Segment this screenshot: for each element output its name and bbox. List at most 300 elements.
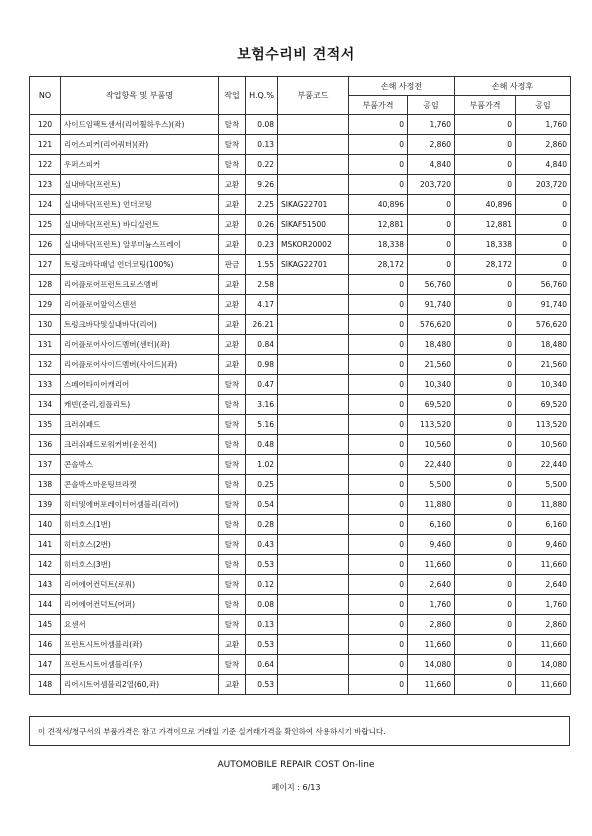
cell-after-labor: 0 (516, 235, 571, 255)
cell-after-labor: 1,760 (516, 115, 571, 135)
cell-hq: 0.98 (246, 355, 278, 375)
cell-before-part-price: 0 (349, 675, 408, 695)
cell-hq: 4.17 (246, 295, 278, 315)
table-row (30, 375, 571, 395)
cell-item-name: 프런트시트어셈블리(우) (61, 655, 219, 675)
cell-hq: 0.13 (246, 615, 278, 635)
table-row (30, 535, 571, 555)
cell-no: 134 (30, 395, 61, 415)
cell-after-labor: 0 (516, 195, 571, 215)
cell-part-code (278, 435, 349, 455)
cell-no: 123 (30, 175, 61, 195)
cell-no: 143 (30, 575, 61, 595)
cell-item-name: 실내바닥(프런트) 언더코팅 (61, 195, 219, 215)
cell-before-part-price: 0 (349, 495, 408, 515)
cell-part-code (278, 595, 349, 615)
cell-hq: 9.26 (246, 175, 278, 195)
cell-work-type: 탈착 (219, 535, 246, 555)
cell-after-part-price: 0 (455, 295, 516, 315)
cell-after-part-price: 0 (455, 515, 516, 535)
cell-hq: 0.23 (246, 235, 278, 255)
cell-work-type: 탈착 (219, 155, 246, 175)
cell-hq: 0.84 (246, 335, 278, 355)
cell-work-type: 탈착 (219, 435, 246, 455)
cell-after-labor: 10,340 (516, 375, 571, 395)
cell-no: 148 (30, 675, 61, 695)
table-row (30, 475, 571, 495)
cell-after-part-price: 0 (455, 595, 516, 615)
cell-after-labor: 4,840 (516, 155, 571, 175)
cell-after-labor: 69,520 (516, 395, 571, 415)
cell-after-labor: 18,480 (516, 335, 571, 355)
cell-hq: 0.53 (246, 635, 278, 655)
cell-after-labor: 0 (516, 215, 571, 235)
cell-no: 138 (30, 475, 61, 495)
cell-item-name: 우퍼스피커 (61, 155, 219, 175)
cell-hq: 2.25 (246, 195, 278, 215)
cell-before-labor: 56,760 (408, 275, 455, 295)
cell-part-code (278, 635, 349, 655)
table-row (30, 335, 571, 355)
cell-after-labor: 14,080 (516, 655, 571, 675)
cell-before-labor: 6,160 (408, 515, 455, 535)
cell-before-labor: 69,520 (408, 395, 455, 415)
cell-item-name: 히터호스(2번) (61, 535, 219, 555)
cell-before-part-price: 0 (349, 315, 408, 335)
cell-before-labor: 0 (408, 255, 455, 275)
cell-hq: 0.28 (246, 515, 278, 535)
cell-before-part-price: 0 (349, 635, 408, 655)
cell-after-part-price: 18,338 (455, 235, 516, 255)
cell-before-labor: 0 (408, 195, 455, 215)
cell-after-part-price: 0 (455, 335, 516, 355)
cell-item-name: 리어시트어셈블리2열(60,좌) (61, 675, 219, 695)
table-row (30, 295, 571, 315)
cell-no: 120 (30, 115, 61, 135)
cell-after-labor: 21,560 (516, 355, 571, 375)
cell-before-labor: 11,660 (408, 555, 455, 575)
cell-item-name: 사이드임팩트센서(리어휠하우스)(좌) (61, 115, 219, 135)
table-row (30, 555, 571, 575)
cell-before-labor: 4,840 (408, 155, 455, 175)
cell-after-part-price: 0 (455, 475, 516, 495)
cell-before-labor: 1,760 (408, 115, 455, 135)
cell-before-part-price: 0 (349, 535, 408, 555)
header-work: 작업 (219, 77, 246, 115)
cell-work-type: 탈착 (219, 615, 246, 635)
cell-item-name: 히터호스(3번) (61, 555, 219, 575)
cell-before-part-price: 0 (349, 415, 408, 435)
cell-before-part-price: 0 (349, 655, 408, 675)
table-row (30, 315, 571, 335)
cell-before-part-price: 0 (349, 555, 408, 575)
cell-item-name: 리어플로어앞익스텐션 (61, 295, 219, 315)
table-row (30, 195, 571, 215)
cell-after-part-price: 0 (455, 355, 516, 375)
cell-part-code (278, 575, 349, 595)
cell-part-code (278, 655, 349, 675)
cell-before-labor: 10,560 (408, 435, 455, 455)
cell-no: 132 (30, 355, 61, 375)
cell-after-part-price: 0 (455, 635, 516, 655)
cell-item-name: 리어플로어프런트크로스멤버 (61, 275, 219, 295)
cell-work-type: 탈착 (219, 515, 246, 535)
cell-work-type: 탈착 (219, 415, 246, 435)
cell-before-labor: 0 (408, 235, 455, 255)
cell-item-name: 요센서 (61, 615, 219, 635)
cell-hq: 0.08 (246, 115, 278, 135)
header-before-assessment: 손해 사정전 (349, 77, 455, 96)
cell-before-part-price: 0 (349, 515, 408, 535)
cell-work-type: 탈착 (219, 475, 246, 495)
table-row (30, 595, 571, 615)
table-row (30, 255, 571, 275)
cell-item-name: 프런트시트어셈블리(좌) (61, 635, 219, 655)
table-row (30, 355, 571, 375)
table-row (30, 615, 571, 635)
cell-work-type: 교환 (219, 335, 246, 355)
cell-no: 146 (30, 635, 61, 655)
cell-work-type: 교환 (219, 635, 246, 655)
cell-hq: 0.53 (246, 555, 278, 575)
cell-after-part-price: 0 (455, 315, 516, 335)
cell-after-labor: 1,760 (516, 595, 571, 615)
cell-after-labor: 10,560 (516, 435, 571, 455)
cell-before-part-price: 28,172 (349, 255, 408, 275)
cell-part-code (278, 135, 349, 155)
cell-no: 130 (30, 315, 61, 335)
table-row (30, 455, 571, 475)
table-row (30, 435, 571, 455)
cell-part-code: SIKAG22701 (278, 195, 349, 215)
cell-work-type: 교환 (219, 675, 246, 695)
cell-before-part-price: 18,338 (349, 235, 408, 255)
estimate-table (29, 76, 571, 695)
cell-after-part-price: 0 (455, 415, 516, 435)
cell-no: 125 (30, 215, 61, 235)
cell-work-type: 교환 (219, 195, 246, 215)
cell-after-labor: 2,640 (516, 575, 571, 595)
cell-after-part-price: 0 (455, 275, 516, 295)
table-row (30, 395, 571, 415)
cell-after-labor: 5,500 (516, 475, 571, 495)
table-row (30, 135, 571, 155)
cell-no: 128 (30, 275, 61, 295)
cell-before-part-price: 12,881 (349, 215, 408, 235)
table-row (30, 495, 571, 515)
cell-no: 137 (30, 455, 61, 475)
cell-part-code: SIKAF51500 (278, 215, 349, 235)
cell-part-code (278, 675, 349, 695)
cell-no: 147 (30, 655, 61, 675)
cell-part-code (278, 275, 349, 295)
cell-no: 126 (30, 235, 61, 255)
cell-hq: 0.25 (246, 475, 278, 495)
cell-before-part-price: 0 (349, 295, 408, 315)
cell-before-part-price: 0 (349, 115, 408, 135)
cell-work-type: 탈착 (219, 555, 246, 575)
cell-no: 135 (30, 415, 61, 435)
cell-work-type: 교환 (219, 235, 246, 255)
cell-after-labor: 2,860 (516, 615, 571, 635)
cell-item-name: 리어스피커(리어쿼터)(좌) (61, 135, 219, 155)
table-row (30, 635, 571, 655)
cell-part-code (278, 395, 349, 415)
cell-before-part-price: 0 (349, 335, 408, 355)
cell-hq: 3.16 (246, 395, 278, 415)
cell-before-part-price: 0 (349, 275, 408, 295)
table-row (30, 155, 571, 175)
cell-part-code (278, 615, 349, 635)
cell-before-part-price: 0 (349, 595, 408, 615)
cell-after-part-price: 0 (455, 155, 516, 175)
table-row (30, 415, 571, 435)
table-row (30, 235, 571, 255)
cell-part-code (278, 175, 349, 195)
cell-no: 144 (30, 595, 61, 615)
cell-no: 127 (30, 255, 61, 275)
header-before-part-price: 부품가격 (349, 96, 408, 115)
cell-item-name: 리어에어컨덕트(로워) (61, 575, 219, 595)
cell-no: 124 (30, 195, 61, 215)
cell-work-type: 교환 (219, 275, 246, 295)
cell-hq: 0.08 (246, 595, 278, 615)
table-row (30, 515, 571, 535)
cell-before-part-price: 0 (349, 455, 408, 475)
cell-hq: 0.26 (246, 215, 278, 235)
cell-no: 129 (30, 295, 61, 315)
cell-no: 121 (30, 135, 61, 155)
header-before-labor: 공임 (408, 96, 455, 115)
cell-part-code: MSKOR20002 (278, 235, 349, 255)
cell-work-type: 탈착 (219, 495, 246, 515)
header-hq: H.Q.% (246, 77, 278, 115)
cell-item-name: 크러쉬패드로워커버(운전석) (61, 435, 219, 455)
cell-work-type: 탈착 (219, 455, 246, 475)
cell-no: 142 (30, 555, 61, 575)
cell-hq: 0.43 (246, 535, 278, 555)
cell-after-labor: 11,660 (516, 555, 571, 575)
cell-before-labor: 113,520 (408, 415, 455, 435)
cell-before-part-price: 0 (349, 355, 408, 375)
footer-title: AUTOMOBILE REPAIR COST On-line (217, 760, 375, 770)
cell-hq: 0.12 (246, 575, 278, 595)
cell-after-part-price: 0 (455, 435, 516, 455)
cell-after-part-price: 40,896 (455, 195, 516, 215)
cell-hq: 0.22 (246, 155, 278, 175)
cell-item-name: 크러쉬패드 (61, 415, 219, 435)
cell-part-code: SIKAG22701 (278, 255, 349, 275)
cell-hq: 2.58 (246, 275, 278, 295)
table-row (30, 275, 571, 295)
cell-part-code (278, 335, 349, 355)
cell-before-labor: 10,340 (408, 375, 455, 395)
cell-after-labor: 11,660 (516, 635, 571, 655)
cell-after-part-price: 0 (455, 615, 516, 635)
table-row (30, 655, 571, 675)
cell-before-labor: 11,880 (408, 495, 455, 515)
cell-before-labor: 9,460 (408, 535, 455, 555)
cell-before-labor: 2,860 (408, 135, 455, 155)
cell-after-part-price: 0 (455, 395, 516, 415)
cell-hq: 0.13 (246, 135, 278, 155)
cell-before-part-price: 0 (349, 435, 408, 455)
cell-after-labor: 56,760 (516, 275, 571, 295)
cell-before-part-price: 0 (349, 135, 408, 155)
cell-work-type: 탈착 (219, 395, 246, 415)
cell-hq: 0.48 (246, 435, 278, 455)
cell-after-labor: 22,440 (516, 455, 571, 475)
cell-hq: 26.21 (246, 315, 278, 335)
cell-part-code (278, 375, 349, 395)
cell-work-type: 교환 (219, 295, 246, 315)
cell-work-type: 탈착 (219, 575, 246, 595)
cell-no: 139 (30, 495, 61, 515)
cell-before-labor: 576,620 (408, 315, 455, 335)
cell-after-labor: 113,520 (516, 415, 571, 435)
cell-before-part-price: 0 (349, 575, 408, 595)
cell-no: 141 (30, 535, 61, 555)
cell-after-part-price: 28,172 (455, 255, 516, 275)
cell-no: 140 (30, 515, 61, 535)
cell-item-name: 콘솔박스마운팅브라켓 (61, 475, 219, 495)
cell-part-code (278, 455, 349, 475)
cell-work-type: 교환 (219, 175, 246, 195)
cell-after-part-price: 0 (455, 655, 516, 675)
cell-before-labor: 2,860 (408, 615, 455, 635)
header-part-code: 부품코드 (278, 77, 349, 115)
cell-after-part-price: 0 (455, 555, 516, 575)
cell-after-labor: 0 (516, 255, 571, 275)
cell-before-labor: 11,660 (408, 675, 455, 695)
cell-item-name: 트렁크바닥패널 언더코팅(100%) (61, 255, 219, 275)
cell-after-labor: 6,160 (516, 515, 571, 535)
cell-part-code (278, 515, 349, 535)
cell-item-name: 콘솔박스 (61, 455, 219, 475)
cell-work-type: 탈착 (219, 375, 246, 395)
header-after-assessment: 손해 사정후 (455, 77, 571, 96)
cell-no: 133 (30, 375, 61, 395)
cell-before-labor: 14,080 (408, 655, 455, 675)
cell-after-labor: 576,620 (516, 315, 571, 335)
cell-no: 122 (30, 155, 61, 175)
cell-part-code (278, 295, 349, 315)
cell-after-part-price: 0 (455, 675, 516, 695)
cell-work-type: 탈착 (219, 135, 246, 155)
cell-after-labor: 91,740 (516, 295, 571, 315)
cell-no: 131 (30, 335, 61, 355)
cell-before-labor: 22,440 (408, 455, 455, 475)
cell-before-labor: 1,760 (408, 595, 455, 615)
cell-work-type: 탈착 (219, 115, 246, 135)
cell-after-part-price: 0 (455, 175, 516, 195)
cell-after-labor: 203,720 (516, 175, 571, 195)
cell-after-labor: 9,460 (516, 535, 571, 555)
cell-item-name: 실내바닥(프런트) 알루미늄스프레이 (61, 235, 219, 255)
table-row (30, 575, 571, 595)
cell-hq: 0.53 (246, 675, 278, 695)
cell-hq: 0.54 (246, 495, 278, 515)
cell-item-name: 리어플로어사이드멤버(센터)(좌) (61, 335, 219, 355)
cell-no: 136 (30, 435, 61, 455)
cell-before-part-price: 0 (349, 475, 408, 495)
cell-work-type: 교환 (219, 315, 246, 335)
cell-item-name: 히터호스(1번) (61, 515, 219, 535)
cell-work-type: 교환 (219, 215, 246, 235)
cell-after-part-price: 12,881 (455, 215, 516, 235)
cell-item-name: 캐빈(준리,컴플리트) (61, 395, 219, 415)
cell-before-labor: 11,660 (408, 635, 455, 655)
cell-item-name: 스페어타이어캐리어 (61, 375, 219, 395)
cell-item-name: 실내바닥(프런트) 바디실런트 (61, 215, 219, 235)
cell-before-labor: 18,480 (408, 335, 455, 355)
cell-work-type: 탈착 (219, 595, 246, 615)
cell-before-part-price: 0 (349, 615, 408, 635)
table-row (30, 175, 571, 195)
cell-before-labor: 5,500 (408, 475, 455, 495)
cell-item-name: 리어플로어사이드멤버(사이드)(좌) (61, 355, 219, 375)
cell-before-labor: 21,560 (408, 355, 455, 375)
cell-hq: 1.02 (246, 455, 278, 475)
cell-hq: 1.55 (246, 255, 278, 275)
cell-part-code (278, 115, 349, 135)
header-no: NO (30, 77, 61, 115)
cell-item-name: 트렁크바닥및실내바닥(리어) (61, 315, 219, 335)
cell-part-code (278, 355, 349, 375)
cell-after-part-price: 0 (455, 375, 516, 395)
cell-no: 145 (30, 615, 61, 635)
table-row (30, 215, 571, 235)
cell-item-name: 히터및에버포레이터어셈블리(리어) (61, 495, 219, 515)
cell-after-labor: 11,660 (516, 675, 571, 695)
cell-part-code (278, 495, 349, 515)
page-number: 페이지 : 6/13 (271, 783, 321, 792)
cell-hq: 5.16 (246, 415, 278, 435)
cell-before-part-price: 40,896 (349, 195, 408, 215)
cell-after-part-price: 0 (455, 495, 516, 515)
cell-hq: 0.64 (246, 655, 278, 675)
cell-after-part-price: 0 (455, 535, 516, 555)
header-item: 작업항목 및 부품명 (61, 77, 219, 115)
cell-before-labor: 2,640 (408, 575, 455, 595)
cell-item-name: 실내바닥(프런트) (61, 175, 219, 195)
document-title: 보험수리비 견적서 (237, 47, 355, 63)
cell-before-part-price: 0 (349, 155, 408, 175)
cell-before-part-price: 0 (349, 375, 408, 395)
cell-part-code (278, 475, 349, 495)
cell-after-part-price: 0 (455, 135, 516, 155)
cell-part-code (278, 555, 349, 575)
cell-part-code (278, 155, 349, 175)
price-notice: 이 견적서/청구서의 부품가격은 참고 가격이므로 거래일 기준 실거래가격을 확인하여 사용하시기 바랍니다. (29, 716, 570, 746)
cell-after-part-price: 0 (455, 575, 516, 595)
cell-before-part-price: 0 (349, 175, 408, 195)
cell-part-code (278, 415, 349, 435)
table-row (30, 115, 571, 135)
header-after-part-price: 부품가격 (455, 96, 516, 115)
cell-before-labor: 0 (408, 215, 455, 235)
cell-after-labor: 2,860 (516, 135, 571, 155)
cell-before-labor: 203,720 (408, 175, 455, 195)
cell-after-part-price: 0 (455, 455, 516, 475)
cell-hq: 0.47 (246, 375, 278, 395)
header-after-labor: 공임 (516, 96, 571, 115)
cell-work-type: 판금 (219, 255, 246, 275)
cell-after-labor: 11,880 (516, 495, 571, 515)
table-row (30, 675, 571, 695)
cell-item-name: 리어에어컨덕트(어퍼) (61, 595, 219, 615)
cell-work-type: 교환 (219, 355, 246, 375)
